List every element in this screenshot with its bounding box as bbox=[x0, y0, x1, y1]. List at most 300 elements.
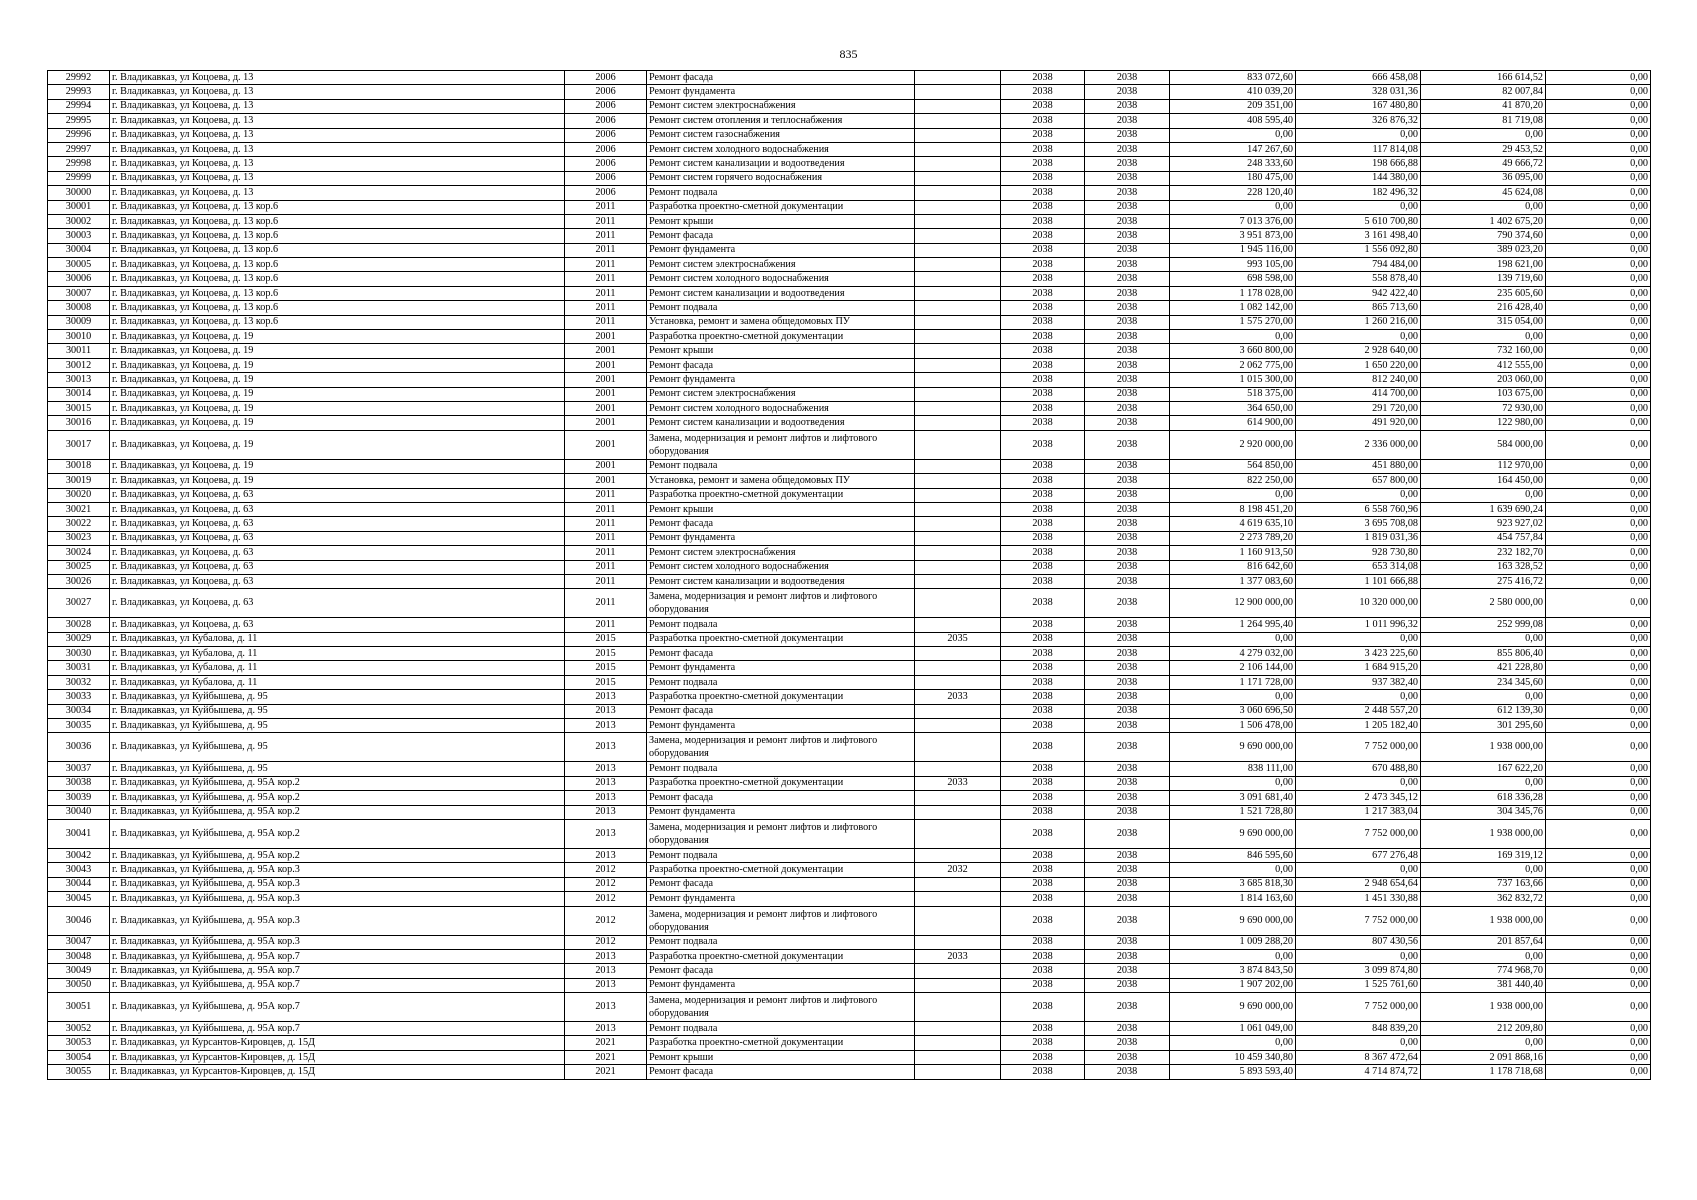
end-year-cell: 2038 bbox=[1085, 387, 1170, 401]
total-cost-cell: 518 375,00 bbox=[1170, 387, 1296, 401]
work-type-cell: Ремонт систем холодного водоснабжения bbox=[647, 560, 915, 574]
other-cost-cell: 0,00 bbox=[1546, 330, 1651, 344]
owner-cost-cell: 1 938 000,00 bbox=[1421, 993, 1546, 1022]
other-cost-cell: 0,00 bbox=[1546, 258, 1651, 272]
row-number: 30010 bbox=[48, 330, 110, 344]
address-cell: г. Владикавказ, ул Куйбышева, д. 95 bbox=[110, 762, 565, 776]
fund-cost-cell: 8 367 472,64 bbox=[1296, 1050, 1421, 1064]
start-year-cell: 2038 bbox=[1001, 344, 1085, 358]
start-year-cell: 2038 bbox=[1001, 71, 1085, 85]
owner-cost-cell: 1 402 675,20 bbox=[1421, 214, 1546, 228]
end-year-cell: 2038 bbox=[1085, 85, 1170, 99]
build-year-cell: 2021 bbox=[565, 1065, 647, 1079]
total-cost-cell: 816 642,60 bbox=[1170, 560, 1296, 574]
start-year-cell: 2038 bbox=[1001, 401, 1085, 415]
total-cost-cell: 0,00 bbox=[1170, 128, 1296, 142]
end-year-cell: 2038 bbox=[1085, 373, 1170, 387]
table-row bbox=[48, 531, 1651, 545]
end-year-cell: 2038 bbox=[1085, 949, 1170, 963]
work-type-cell: Ремонт крыши bbox=[647, 502, 915, 516]
page-number: 835 bbox=[839, 47, 858, 61]
work-type-cell: Ремонт систем канализации и водоотведения bbox=[647, 574, 915, 588]
end-year-cell: 2038 bbox=[1085, 805, 1170, 819]
address-cell: г. Владикавказ, ул Коцоева, д. 13 bbox=[110, 99, 565, 113]
address-cell: г. Владикавказ, ул Куйбышева, д. 95А кор.2 bbox=[110, 848, 565, 862]
start-year-cell: 2038 bbox=[1001, 517, 1085, 531]
build-year-cell: 2013 bbox=[565, 690, 647, 704]
table-row bbox=[48, 906, 1651, 935]
table-row bbox=[48, 99, 1651, 113]
design-year-cell bbox=[915, 517, 1001, 531]
start-year-cell: 2038 bbox=[1001, 589, 1085, 618]
start-year-cell: 2038 bbox=[1001, 560, 1085, 574]
total-cost-cell: 1 015 300,00 bbox=[1170, 373, 1296, 387]
owner-cost-cell: 216 428,40 bbox=[1421, 301, 1546, 315]
owner-cost-cell: 235 605,60 bbox=[1421, 286, 1546, 300]
address-cell: г. Владикавказ, ул Коцоева, д. 19 bbox=[110, 358, 565, 372]
end-year-cell: 2038 bbox=[1085, 719, 1170, 733]
other-cost-cell: 0,00 bbox=[1546, 892, 1651, 906]
address-cell: г. Владикавказ, ул Коцоева, д. 13 кор.6 bbox=[110, 200, 565, 214]
row-number: 30045 bbox=[48, 892, 110, 906]
design-year-cell bbox=[915, 71, 1001, 85]
address-cell: г. Владикавказ, ул Коцоева, д. 19 bbox=[110, 401, 565, 415]
address-cell: г. Владикавказ, ул Коцоева, д. 13 кор.6 bbox=[110, 286, 565, 300]
total-cost-cell: 9 690 000,00 bbox=[1170, 993, 1296, 1022]
row-number: 30055 bbox=[48, 1065, 110, 1079]
owner-cost-cell: 1 938 000,00 bbox=[1421, 819, 1546, 848]
address-cell: г. Владикавказ, ул Коцоева, д. 63 bbox=[110, 502, 565, 516]
owner-cost-cell: 0,00 bbox=[1421, 330, 1546, 344]
total-cost-cell: 1 160 913,50 bbox=[1170, 546, 1296, 560]
start-year-cell: 2038 bbox=[1001, 416, 1085, 430]
owner-cost-cell: 72 930,00 bbox=[1421, 401, 1546, 415]
start-year-cell: 2038 bbox=[1001, 863, 1085, 877]
end-year-cell: 2038 bbox=[1085, 1065, 1170, 1079]
design-year-cell bbox=[915, 546, 1001, 560]
start-year-cell: 2038 bbox=[1001, 200, 1085, 214]
work-type-cell: Ремонт фундамента bbox=[647, 373, 915, 387]
work-type-cell: Ремонт систем канализации и водоотведения bbox=[647, 286, 915, 300]
row-number: 30007 bbox=[48, 286, 110, 300]
start-year-cell: 2038 bbox=[1001, 330, 1085, 344]
table-row bbox=[48, 344, 1651, 358]
row-number: 29994 bbox=[48, 99, 110, 113]
other-cost-cell: 0,00 bbox=[1546, 776, 1651, 790]
start-year-cell: 2038 bbox=[1001, 85, 1085, 99]
end-year-cell: 2038 bbox=[1085, 301, 1170, 315]
design-year-cell bbox=[915, 964, 1001, 978]
row-number: 29997 bbox=[48, 142, 110, 156]
row-number: 30030 bbox=[48, 647, 110, 661]
start-year-cell: 2038 bbox=[1001, 719, 1085, 733]
total-cost-cell: 1 009 288,20 bbox=[1170, 935, 1296, 949]
build-year-cell: 2006 bbox=[565, 128, 647, 142]
table-row bbox=[48, 286, 1651, 300]
table-row bbox=[48, 776, 1651, 790]
row-number: 30024 bbox=[48, 546, 110, 560]
start-year-cell: 2038 bbox=[1001, 546, 1085, 560]
table-row bbox=[48, 373, 1651, 387]
total-cost-cell: 364 650,00 bbox=[1170, 401, 1296, 415]
total-cost-cell: 5 893 593,40 bbox=[1170, 1065, 1296, 1079]
owner-cost-cell: 0,00 bbox=[1421, 690, 1546, 704]
table-row bbox=[48, 935, 1651, 949]
address-cell: г. Владикавказ, ул Коцоева, д. 19 bbox=[110, 474, 565, 488]
build-year-cell: 2011 bbox=[565, 618, 647, 632]
other-cost-cell: 0,00 bbox=[1546, 430, 1651, 459]
design-year-cell bbox=[915, 819, 1001, 848]
total-cost-cell: 1 521 728,80 bbox=[1170, 805, 1296, 819]
row-number: 30035 bbox=[48, 719, 110, 733]
total-cost-cell: 1 061 049,00 bbox=[1170, 1022, 1296, 1036]
total-cost-cell: 698 598,00 bbox=[1170, 272, 1296, 286]
fund-cost-cell: 0,00 bbox=[1296, 949, 1421, 963]
start-year-cell: 2038 bbox=[1001, 964, 1085, 978]
owner-cost-cell: 421 228,80 bbox=[1421, 661, 1546, 675]
other-cost-cell: 0,00 bbox=[1546, 589, 1651, 618]
start-year-cell: 2038 bbox=[1001, 157, 1085, 171]
row-number: 30012 bbox=[48, 358, 110, 372]
address-cell: г. Владикавказ, ул Куйбышева, д. 95А кор.7 bbox=[110, 1022, 565, 1036]
start-year-cell: 2038 bbox=[1001, 935, 1085, 949]
design-year-cell bbox=[915, 1065, 1001, 1079]
fund-cost-cell: 657 800,00 bbox=[1296, 474, 1421, 488]
build-year-cell: 2013 bbox=[565, 964, 647, 978]
fund-cost-cell: 144 380,00 bbox=[1296, 171, 1421, 185]
table-row bbox=[48, 474, 1651, 488]
address-cell: г. Владикавказ, ул Коцоева, д. 13 кор.6 bbox=[110, 214, 565, 228]
end-year-cell: 2038 bbox=[1085, 848, 1170, 862]
total-cost-cell: 1 082 142,00 bbox=[1170, 301, 1296, 315]
total-cost-cell: 822 250,00 bbox=[1170, 474, 1296, 488]
end-year-cell: 2038 bbox=[1085, 258, 1170, 272]
design-year-cell bbox=[915, 1036, 1001, 1050]
table-row bbox=[48, 949, 1651, 963]
table-row bbox=[48, 805, 1651, 819]
design-year-cell bbox=[915, 142, 1001, 156]
table-row bbox=[48, 546, 1651, 560]
total-cost-cell: 0,00 bbox=[1170, 632, 1296, 646]
fund-cost-cell: 653 314,08 bbox=[1296, 560, 1421, 574]
owner-cost-cell: 81 719,08 bbox=[1421, 114, 1546, 128]
design-year-cell bbox=[915, 675, 1001, 689]
fund-cost-cell: 666 458,08 bbox=[1296, 71, 1421, 85]
address-cell: г. Владикавказ, ул Коцоева, д. 19 bbox=[110, 387, 565, 401]
row-number: 30053 bbox=[48, 1036, 110, 1050]
end-year-cell: 2038 bbox=[1085, 964, 1170, 978]
row-number: 30046 bbox=[48, 906, 110, 935]
fund-cost-cell: 558 878,40 bbox=[1296, 272, 1421, 286]
start-year-cell: 2038 bbox=[1001, 301, 1085, 315]
build-year-cell: 2013 bbox=[565, 805, 647, 819]
end-year-cell: 2038 bbox=[1085, 1036, 1170, 1050]
fund-cost-cell: 4 714 874,72 bbox=[1296, 1065, 1421, 1079]
end-year-cell: 2038 bbox=[1085, 1022, 1170, 1036]
work-type-cell: Ремонт фасада bbox=[647, 964, 915, 978]
start-year-cell: 2038 bbox=[1001, 733, 1085, 762]
total-cost-cell: 410 039,20 bbox=[1170, 85, 1296, 99]
row-number: 30020 bbox=[48, 488, 110, 502]
total-cost-cell: 7 013 376,00 bbox=[1170, 214, 1296, 228]
address-cell: г. Владикавказ, ул Коцоева, д. 19 bbox=[110, 430, 565, 459]
start-year-cell: 2038 bbox=[1001, 488, 1085, 502]
table-row bbox=[48, 618, 1651, 632]
other-cost-cell: 0,00 bbox=[1546, 416, 1651, 430]
total-cost-cell: 9 690 000,00 bbox=[1170, 906, 1296, 935]
design-year-cell bbox=[915, 892, 1001, 906]
owner-cost-cell: 0,00 bbox=[1421, 1036, 1546, 1050]
total-cost-cell: 0,00 bbox=[1170, 863, 1296, 877]
end-year-cell: 2038 bbox=[1085, 517, 1170, 531]
address-cell: г. Владикавказ, ул Коцоева, д. 63 bbox=[110, 531, 565, 545]
table-row bbox=[48, 142, 1651, 156]
work-type-cell: Ремонт систем электроснабжения bbox=[647, 546, 915, 560]
address-cell: г. Владикавказ, ул Коцоева, д. 13 кор.6 bbox=[110, 301, 565, 315]
other-cost-cell: 0,00 bbox=[1546, 243, 1651, 257]
total-cost-cell: 12 900 000,00 bbox=[1170, 589, 1296, 618]
address-cell: г. Владикавказ, ул Коцоева, д. 19 bbox=[110, 344, 565, 358]
other-cost-cell: 0,00 bbox=[1546, 99, 1651, 113]
design-year-cell bbox=[915, 243, 1001, 257]
end-year-cell: 2038 bbox=[1085, 114, 1170, 128]
build-year-cell: 2015 bbox=[565, 647, 647, 661]
row-number: 30015 bbox=[48, 401, 110, 415]
design-year-cell bbox=[915, 459, 1001, 473]
fund-cost-cell: 3 161 498,40 bbox=[1296, 229, 1421, 243]
other-cost-cell: 0,00 bbox=[1546, 993, 1651, 1022]
other-cost-cell: 0,00 bbox=[1546, 517, 1651, 531]
fund-cost-cell: 670 488,80 bbox=[1296, 762, 1421, 776]
work-type-cell: Ремонт фасада bbox=[647, 647, 915, 661]
address-cell: г. Владикавказ, ул Коцоева, д. 13 кор.6 bbox=[110, 272, 565, 286]
end-year-cell: 2038 bbox=[1085, 704, 1170, 718]
owner-cost-cell: 737 163,66 bbox=[1421, 877, 1546, 891]
table-row bbox=[48, 401, 1651, 415]
row-number: 30022 bbox=[48, 517, 110, 531]
owner-cost-cell: 232 182,70 bbox=[1421, 546, 1546, 560]
owner-cost-cell: 0,00 bbox=[1421, 632, 1546, 646]
other-cost-cell: 0,00 bbox=[1546, 704, 1651, 718]
work-type-cell: Ремонт крыши bbox=[647, 344, 915, 358]
total-cost-cell: 3 951 873,00 bbox=[1170, 229, 1296, 243]
owner-cost-cell: 362 832,72 bbox=[1421, 892, 1546, 906]
address-cell: г. Владикавказ, ул Куйбышева, д. 95А кор.2 bbox=[110, 805, 565, 819]
row-number: 30047 bbox=[48, 935, 110, 949]
build-year-cell: 2013 bbox=[565, 1022, 647, 1036]
row-number: 30029 bbox=[48, 632, 110, 646]
design-year-cell bbox=[915, 416, 1001, 430]
end-year-cell: 2038 bbox=[1085, 574, 1170, 588]
fund-cost-cell: 3 423 225,60 bbox=[1296, 647, 1421, 661]
work-type-cell: Ремонт фундамента bbox=[647, 978, 915, 992]
start-year-cell: 2038 bbox=[1001, 949, 1085, 963]
build-year-cell: 2011 bbox=[565, 258, 647, 272]
table-row bbox=[48, 301, 1651, 315]
end-year-cell: 2038 bbox=[1085, 474, 1170, 488]
build-year-cell: 2013 bbox=[565, 704, 647, 718]
design-year-cell bbox=[915, 906, 1001, 935]
row-number: 30025 bbox=[48, 560, 110, 574]
work-type-cell: Замена, модернизация и ремонт лифтов и лифтового оборудования bbox=[647, 589, 915, 618]
start-year-cell: 2038 bbox=[1001, 373, 1085, 387]
build-year-cell: 2015 bbox=[565, 661, 647, 675]
total-cost-cell: 180 475,00 bbox=[1170, 171, 1296, 185]
row-number: 30040 bbox=[48, 805, 110, 819]
end-year-cell: 2038 bbox=[1085, 243, 1170, 257]
table-body bbox=[48, 71, 1651, 1080]
build-year-cell: 2011 bbox=[565, 488, 647, 502]
row-number: 30005 bbox=[48, 258, 110, 272]
other-cost-cell: 0,00 bbox=[1546, 286, 1651, 300]
start-year-cell: 2038 bbox=[1001, 675, 1085, 689]
address-cell: г. Владикавказ, ул Коцоева, д. 19 bbox=[110, 330, 565, 344]
total-cost-cell: 10 459 340,80 bbox=[1170, 1050, 1296, 1064]
fund-cost-cell: 291 720,00 bbox=[1296, 401, 1421, 415]
design-year-cell bbox=[915, 330, 1001, 344]
fund-cost-cell: 0,00 bbox=[1296, 863, 1421, 877]
fund-cost-cell: 0,00 bbox=[1296, 488, 1421, 502]
other-cost-cell: 0,00 bbox=[1546, 546, 1651, 560]
start-year-cell: 2038 bbox=[1001, 993, 1085, 1022]
build-year-cell: 2006 bbox=[565, 85, 647, 99]
row-number: 30032 bbox=[48, 675, 110, 689]
total-cost-cell: 1 814 163,60 bbox=[1170, 892, 1296, 906]
other-cost-cell: 0,00 bbox=[1546, 560, 1651, 574]
owner-cost-cell: 2 091 868,16 bbox=[1421, 1050, 1546, 1064]
row-number: 30003 bbox=[48, 229, 110, 243]
row-number: 29998 bbox=[48, 157, 110, 171]
row-number: 30016 bbox=[48, 416, 110, 430]
total-cost-cell: 209 351,00 bbox=[1170, 99, 1296, 113]
address-cell: г. Владикавказ, ул Коцоева, д. 63 bbox=[110, 574, 565, 588]
table-row bbox=[48, 690, 1651, 704]
owner-cost-cell: 732 160,00 bbox=[1421, 344, 1546, 358]
total-cost-cell: 614 900,00 bbox=[1170, 416, 1296, 430]
fund-cost-cell: 182 496,32 bbox=[1296, 186, 1421, 200]
design-year-cell bbox=[915, 401, 1001, 415]
other-cost-cell: 0,00 bbox=[1546, 229, 1651, 243]
address-cell: г. Владикавказ, ул Коцоева, д. 13 bbox=[110, 114, 565, 128]
address-cell: г. Владикавказ, ул Коцоева, д. 19 bbox=[110, 459, 565, 473]
table-row bbox=[48, 1036, 1651, 1050]
design-year-cell bbox=[915, 647, 1001, 661]
build-year-cell: 2011 bbox=[565, 214, 647, 228]
start-year-cell: 2038 bbox=[1001, 805, 1085, 819]
owner-cost-cell: 855 806,40 bbox=[1421, 647, 1546, 661]
row-number: 30044 bbox=[48, 877, 110, 891]
owner-cost-cell: 0,00 bbox=[1421, 863, 1546, 877]
build-year-cell: 2001 bbox=[565, 344, 647, 358]
work-type-cell: Разработка проектно-сметной документации bbox=[647, 949, 915, 963]
build-year-cell: 2011 bbox=[565, 243, 647, 257]
work-type-cell: Ремонт систем канализации и водоотведения bbox=[647, 416, 915, 430]
fund-cost-cell: 2 448 557,20 bbox=[1296, 704, 1421, 718]
design-year-cell bbox=[915, 978, 1001, 992]
design-year-cell bbox=[915, 430, 1001, 459]
end-year-cell: 2038 bbox=[1085, 272, 1170, 286]
fund-cost-cell: 328 031,36 bbox=[1296, 85, 1421, 99]
row-number: 29996 bbox=[48, 128, 110, 142]
start-year-cell: 2038 bbox=[1001, 819, 1085, 848]
start-year-cell: 2038 bbox=[1001, 574, 1085, 588]
address-cell: г. Владикавказ, ул Кубалова, д. 11 bbox=[110, 675, 565, 689]
end-year-cell: 2038 bbox=[1085, 647, 1170, 661]
work-type-cell: Ремонт систем отопления и теплоснабжения bbox=[647, 114, 915, 128]
owner-cost-cell: 29 453,52 bbox=[1421, 142, 1546, 156]
row-number: 30006 bbox=[48, 272, 110, 286]
fund-cost-cell: 2 948 654,64 bbox=[1296, 877, 1421, 891]
end-year-cell: 2038 bbox=[1085, 762, 1170, 776]
work-type-cell: Ремонт подвала bbox=[647, 301, 915, 315]
other-cost-cell: 0,00 bbox=[1546, 675, 1651, 689]
work-type-cell: Разработка проектно-сметной документации bbox=[647, 200, 915, 214]
fund-cost-cell: 6 558 760,96 bbox=[1296, 502, 1421, 516]
other-cost-cell: 0,00 bbox=[1546, 906, 1651, 935]
row-number: 30054 bbox=[48, 1050, 110, 1064]
end-year-cell: 2038 bbox=[1085, 935, 1170, 949]
row-number: 30051 bbox=[48, 993, 110, 1022]
work-type-cell: Ремонт фундамента bbox=[647, 531, 915, 545]
table-row bbox=[48, 675, 1651, 689]
build-year-cell: 2011 bbox=[565, 286, 647, 300]
work-type-cell: Ремонт систем электроснабжения bbox=[647, 258, 915, 272]
start-year-cell: 2038 bbox=[1001, 647, 1085, 661]
design-year-cell bbox=[915, 589, 1001, 618]
table-row bbox=[48, 647, 1651, 661]
other-cost-cell: 0,00 bbox=[1546, 387, 1651, 401]
total-cost-cell: 2 273 789,20 bbox=[1170, 531, 1296, 545]
start-year-cell: 2038 bbox=[1001, 704, 1085, 718]
work-type-cell: Разработка проектно-сметной документации bbox=[647, 863, 915, 877]
fund-cost-cell: 1 101 666,88 bbox=[1296, 574, 1421, 588]
total-cost-cell: 2 106 144,00 bbox=[1170, 661, 1296, 675]
work-type-cell: Ремонт подвала bbox=[647, 186, 915, 200]
design-year-cell bbox=[915, 157, 1001, 171]
start-year-cell: 2038 bbox=[1001, 99, 1085, 113]
end-year-cell: 2038 bbox=[1085, 546, 1170, 560]
design-year-cell bbox=[915, 848, 1001, 862]
total-cost-cell: 0,00 bbox=[1170, 1036, 1296, 1050]
start-year-cell: 2038 bbox=[1001, 430, 1085, 459]
table-row bbox=[48, 315, 1651, 329]
end-year-cell: 2038 bbox=[1085, 330, 1170, 344]
table-row bbox=[48, 488, 1651, 502]
work-type-cell: Замена, модернизация и ремонт лифтов и лифтового оборудования bbox=[647, 819, 915, 848]
owner-cost-cell: 103 675,00 bbox=[1421, 387, 1546, 401]
build-year-cell: 2006 bbox=[565, 171, 647, 185]
owner-cost-cell: 1 938 000,00 bbox=[1421, 733, 1546, 762]
table-row bbox=[48, 1022, 1651, 1036]
owner-cost-cell: 0,00 bbox=[1421, 488, 1546, 502]
table-row bbox=[48, 661, 1651, 675]
owner-cost-cell: 304 345,76 bbox=[1421, 805, 1546, 819]
row-number: 30008 bbox=[48, 301, 110, 315]
total-cost-cell: 1 575 270,00 bbox=[1170, 315, 1296, 329]
other-cost-cell: 0,00 bbox=[1546, 632, 1651, 646]
table-row bbox=[48, 733, 1651, 762]
row-number: 30004 bbox=[48, 243, 110, 257]
owner-cost-cell: 112 970,00 bbox=[1421, 459, 1546, 473]
row-number: 30027 bbox=[48, 589, 110, 618]
table-row bbox=[48, 964, 1651, 978]
work-type-cell: Ремонт систем канализации и водоотведения bbox=[647, 157, 915, 171]
total-cost-cell: 9 690 000,00 bbox=[1170, 733, 1296, 762]
design-year-cell bbox=[915, 214, 1001, 228]
fund-cost-cell: 0,00 bbox=[1296, 776, 1421, 790]
build-year-cell: 2001 bbox=[565, 416, 647, 430]
design-year-cell: 2033 bbox=[915, 776, 1001, 790]
